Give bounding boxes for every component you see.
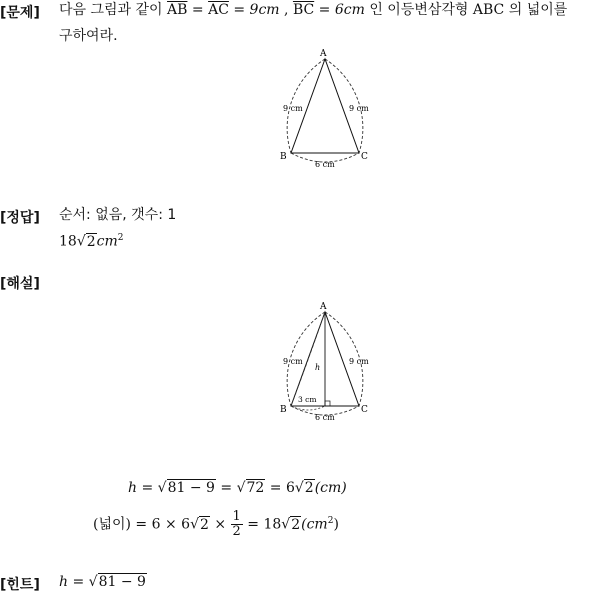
vertex-b-label-2: B — [280, 405, 287, 415]
segment-ac: $\overline{AC}$ — [208, 2, 229, 18]
eq2-unit: (cm — [301, 516, 328, 533]
eq2-radicand-2: 2 — [291, 516, 301, 533]
problem-statement — [59, 0, 589, 46]
vertex-c-label-2: C — [361, 405, 368, 415]
solution-label: [해설] — [0, 276, 40, 292]
answer-exponent: 2 — [117, 233, 124, 243]
half-base-length: 3 cm — [298, 395, 317, 404]
segment-ab: $\overline{AB}$ — [167, 2, 188, 18]
eq2-eq: = 18 — [242, 516, 282, 533]
hint-equation: h = √81 − 9 — [59, 574, 146, 590]
equation-area: (넓이) = 6 × 6√2 × $\frac{1}{2}$ = $18√2(cm^2)$ — [93, 509, 339, 539]
eq2-close: ) — [333, 516, 339, 533]
base-length-2: 6 cm — [315, 413, 335, 422]
eq2-times: × — [209, 516, 231, 533]
right-side-length-2: 9 cm — [349, 357, 369, 366]
eq2-denominator: 2 — [232, 524, 241, 539]
triangle-figure-2 — [277, 298, 387, 423]
problem-line1-post: 인 이등변삼각형 ABC 의 넓이를 — [364, 2, 568, 18]
eq1-eq2: = 6 — [265, 480, 295, 496]
right-angle-mark — [325, 401, 330, 406]
eq2-radicand: 2 — [199, 516, 209, 533]
left-side-length-2: 9 cm — [283, 357, 303, 366]
answer-coefficient: 18 — [59, 233, 77, 250]
hint-radicand: 81 − 9 — [98, 574, 146, 590]
eq1-radicand-1: 81 − 9 — [167, 480, 215, 496]
eq2-lhs: (넓이) = 6 × 6 — [93, 516, 191, 533]
answer-line-1: 순서: 없음, 갯수: 1 — [59, 207, 177, 223]
eq1-mid: = — [215, 480, 237, 496]
eq2-fraction — [231, 510, 243, 539]
eq1-radicand-2: 72 — [246, 480, 265, 496]
vertex-b-label: B — [280, 152, 287, 162]
hint-lhs: h = — [59, 574, 89, 590]
problem-line1-pre: 다음 그림과 같이 — [59, 2, 168, 18]
answer-unit: cm — [96, 233, 118, 250]
problem-line-2: 구하여라. — [59, 28, 118, 44]
vertex-c-label: C — [361, 152, 368, 162]
segment-bc: $\overline{BC}$ — [292, 2, 315, 18]
eq2-exponent: 2 — [327, 515, 334, 526]
vertex-a-label-2: A — [320, 302, 327, 312]
vertex-a-label: A — [320, 49, 327, 59]
eq1-radicand-3: 2 — [304, 480, 314, 496]
answer-label: [정답] — [0, 210, 40, 226]
problem-line-1: 다음 그림과 같이 $\overline{AB} = \overline{AC} = 9cm$ , $\overline{BC} = 6cm$ 인 이등변삼각형 ABC 의 넓이를 — [59, 2, 568, 18]
eq1-unit: (cm) — [314, 480, 347, 496]
eq1-lhs: h = — [128, 480, 158, 496]
segment-equal-value: 9cm — [249, 2, 280, 18]
base-length: 6 cm — [315, 160, 335, 169]
segment-bc-value: 6cm — [334, 2, 365, 18]
half-base-arc — [291, 406, 325, 410]
height-label: h — [315, 363, 321, 372]
equation-height: h = √81 − 9 = √72 = 6√2(cm) — [128, 480, 347, 496]
right-side-length: 9 cm — [349, 104, 369, 113]
triangle-figure-1 — [277, 45, 387, 170]
answer-value: $18√2cm^2$ — [59, 233, 124, 250]
eq2-numerator: 1 — [232, 509, 241, 524]
left-side-length: 9 cm — [283, 104, 303, 113]
problem-label: [문제] — [0, 5, 40, 21]
hint-label: [힌트] — [0, 577, 40, 593]
answer-radicand: 2 — [86, 233, 96, 250]
